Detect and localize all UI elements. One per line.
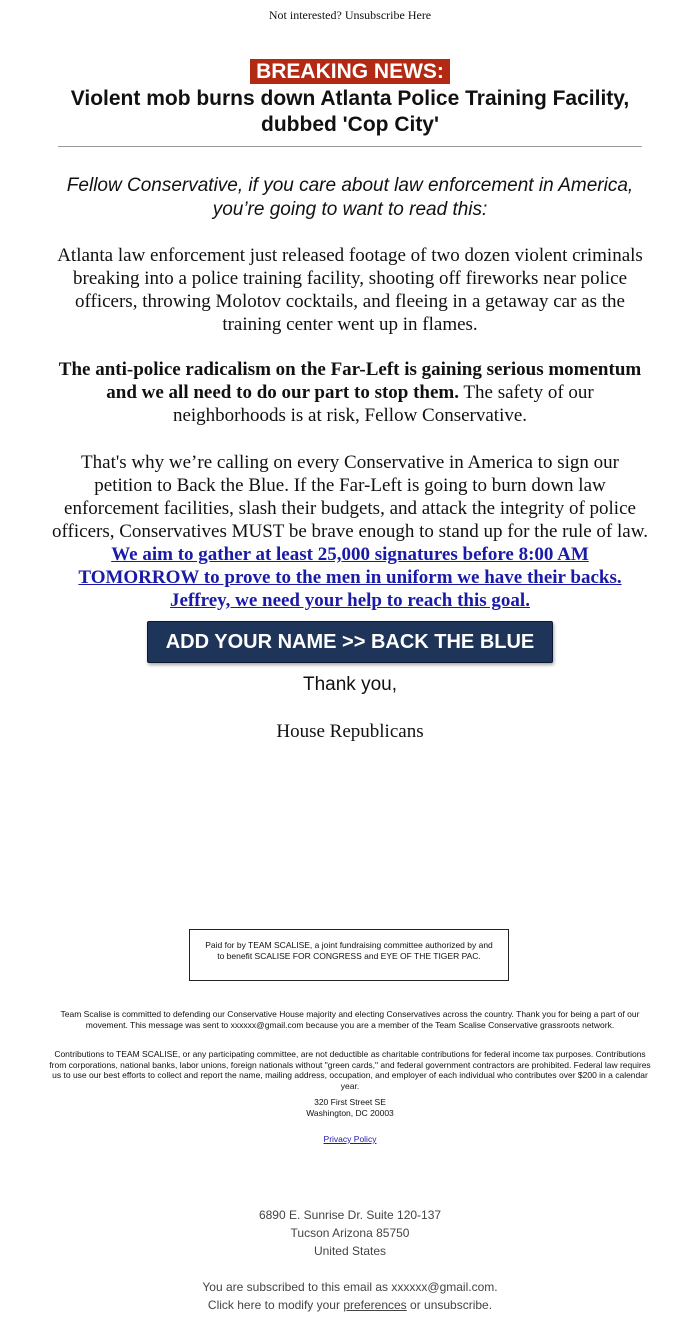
signoff-text: House Republicans [276,721,424,742]
paragraph-radicalism-rest: The safety of our neighborhoods is at risk, Fellow Conservative. [172,382,594,426]
subscribed-text: You are subscribed to this email as xxxxxx@gmail.com. [202,1280,498,1294]
commitment-text: Team Scalise is committed to defending our Conservative House majority and electing Conservatives across the country. Thank you for being a part of our movement. This message was sent to xxxxxx@gmail.com because you are a member of the Team Scalise Conservative grassroots network. [60,1009,640,1030]
intro-text: Fellow Conservative, if you care about law enforcement in America, you’re going to want to read this: [66,175,634,220]
divider [58,146,642,147]
preferences-link[interactable]: preferences [343,1298,407,1312]
modify-preferences-row [0,1296,700,1314]
committee-address-line1: 320 First Street SE [314,1097,386,1107]
privacy-policy-row [45,1134,655,1145]
breaking-news-badge-row [0,59,700,84]
committee-address-line2: Washington, DC 20003 [306,1107,394,1118]
modify-suffix: or unsubscribe. [406,1298,493,1312]
privacy-policy-link[interactable]: Privacy Policy [323,1134,377,1144]
subscription-info [0,1278,700,1314]
paragraph-radicalism [50,358,650,427]
paid-for-disclaimer: Paid for by TEAM SCALISE, a joint fundraising committee authorized by and to benefit SCALISE FOR CONGRESS and EYE OF THE TIGER PAC. [189,929,509,981]
modify-prefix: Click here to modify your [207,1298,344,1312]
mailing-address-line3: United States [313,1244,387,1258]
paragraph-petition [50,451,650,612]
mailing-address-line1: 6890 E. Sunrise Dr. Suite 120-137 [258,1208,442,1222]
cta-row [0,621,700,663]
paragraph-footage: Atlanta law enforcement just released footage of two dozen violent criminals breaking into a police training facility, shooting off fireworks near police officers, throwing Molotov cocktails, and fleeing in a getaway car as the training center went up in flames. [57,245,643,335]
paragraph-radicalism-bold: The anti-police radicalism on the Far-Left is gaining serious momentum and we all need to do our part to stop them. [58,359,642,403]
headline: Violent mob burns down Atlanta Police Training Facility, dubbed 'Cop City' [70,87,630,136]
signature-goal-link[interactable]: We aim to gather at least 25,000 signatures before 8:00 AM TOMORROW to prove to the men in uniform we have their backs. Jeffrey, we need your help to reach this goal. [78,544,622,611]
contributions-text: Contributions to TEAM SCALISE, or any participating committee, are not deductible as charitable contributions for federal income tax purposes. Contributions from corporations, national banks, labor unions, foreign nationals without "green cards," and federal government contractors are prohibited. Federal law requires us to use our best efforts to collect and report the name, mailing address, occupation, and employer of each individual who contributes over $200 in a calendar year. [49,1049,651,1091]
mailing-address-line2: Tucson Arizona 85750 [290,1226,410,1240]
paragraph-petition-text: That's why we’re calling on every Conservative in America to sign our petition to Back the Blue. If the Far-Left is going to burn down law enforcement facilities, slash their budgets, and attack the integrity of police officers, Conservatives MUST be brave enough to stand up for the rule of law. [52,452,648,542]
thank-you-text: Thank you, [303,674,397,695]
breaking-news-badge: BREAKING NEWS: [250,59,450,84]
unsubscribe-top-link[interactable]: Not interested? Unsubscribe Here [268,8,432,22]
committee-address [45,1097,655,1118]
add-your-name-button[interactable]: ADD YOUR NAME >> BACK THE BLUE [147,621,553,663]
mailing-address [0,1206,700,1260]
unsubscribe-top-link-row [0,8,700,23]
